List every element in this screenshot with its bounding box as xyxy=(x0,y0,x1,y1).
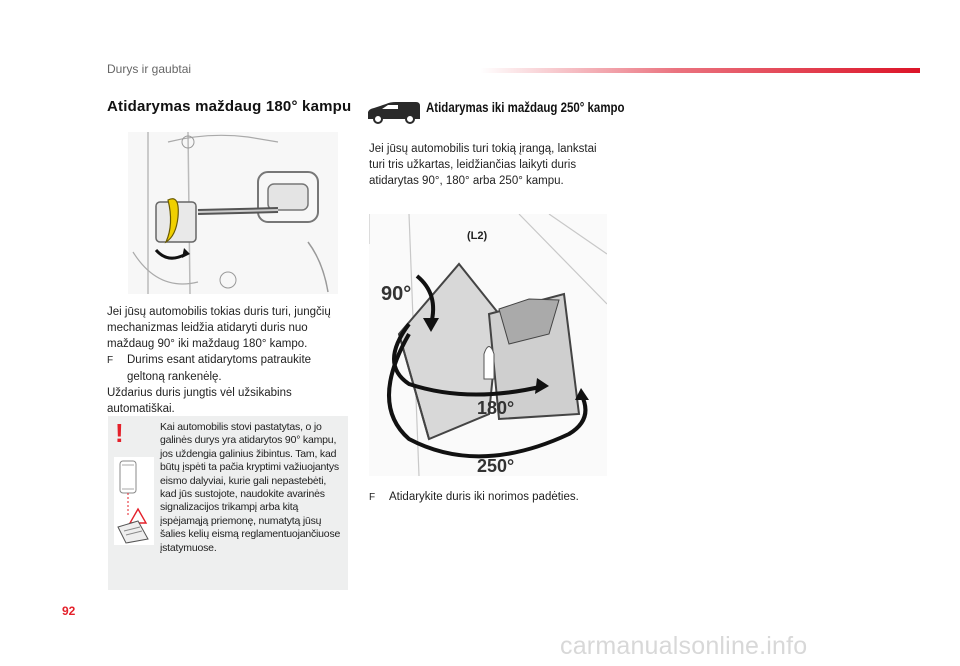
warning-text: Kai automobilis stovi pastatytas, o jo galinės durys yra atidarytos 90° kampu, jos uždengia galinius žibintus. Tam, kad būtų įspėti ta pačia kryptimi važiuojantys eismo dalyviai, kurie gali nepastebėti, kad jūs sustojote, naudokite avarinės signalizacijos trikampį arba kitą įspėjamąją priemonę, numatytą jūsų šalies kelių eismą reglamentuojančiuose įstatymuose. xyxy=(160,421,341,554)
bullet-arrow-icon: F xyxy=(369,492,376,503)
right-paragraph-1: Jei jūsų automobilis turi tokią įrangą, lankstai turi tris užkartas, leidžiančias laikyti duris atidarytas 90°, 180° arba 250° kampu. xyxy=(369,143,597,187)
watermark: carmanualsonline.info xyxy=(560,632,808,660)
page-number: 92 xyxy=(62,604,76,618)
header-accent-line xyxy=(480,68,920,73)
left-body-text xyxy=(107,304,347,417)
angle-250-label: 250° xyxy=(477,456,515,476)
van-icon xyxy=(366,100,422,124)
variant-label: (L2) xyxy=(467,230,488,242)
angle-180-label: 180° xyxy=(477,398,515,418)
door-hinge-illustration xyxy=(128,132,338,294)
warning-exclamation-icon: ! xyxy=(115,418,124,448)
section-title-250: Atidarymas iki maždaug 250° kampo xyxy=(426,99,625,115)
bullet-arrow-icon: F xyxy=(107,355,114,366)
left-paragraph-2: Uždarius duris jungtis vėl užsikabins automatiškai. xyxy=(107,387,292,415)
rear-door-angles-illustration xyxy=(369,214,607,476)
section-title-180: Atidarymas maždaug 180° kampu xyxy=(107,98,352,115)
left-bullet-1: F Durims esant atidarytoms patraukite geltoną rankenėlę. xyxy=(107,354,312,383)
warning-triangle-illustration xyxy=(112,455,156,547)
section-header: Durys ir gaubtai xyxy=(107,62,192,76)
right-bullet-1: F Atidarykite duris iki norimos padėties. xyxy=(369,491,579,503)
angle-90-label: 90° xyxy=(381,283,412,305)
left-paragraph-1: Jei jūsų automobilis tokias duris turi, jungčių mechanizmas leidžia atidaryti duris nuo maždaug 90° iki maždaug 180° kampo. xyxy=(107,306,331,350)
